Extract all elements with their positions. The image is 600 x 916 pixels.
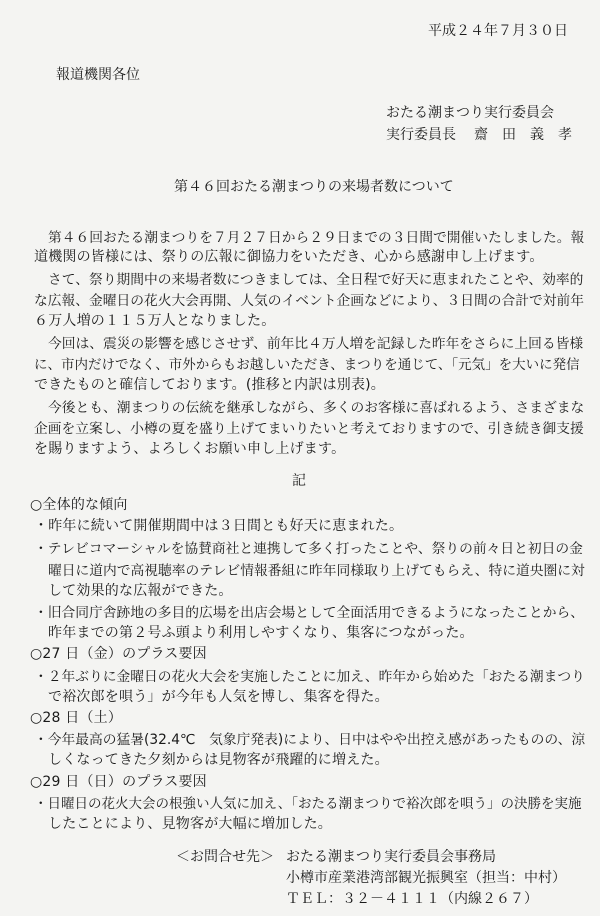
body-line: な広報、金曜日の花火大会再開、人気のイベント企画などにより、３日間の合計で対前年 [34,293,585,309]
body-line: できたものと確信しております。(推移と内訳は別表)。 [34,377,386,393]
list-item: ・今年最高の猛暑(32.4℃ 気象庁発表)により、日中はやや出控え感があったものの、涼 [34,732,586,748]
sender-name: 齋 田 義 孝 [474,127,572,143]
body-line: 今後とも、潮まつりの伝統を継承しながら、多くのお客様に喜ばれるよう、さまざまな [48,400,585,416]
contact-tel: ＴＥＬ：３２－４１１１（内線２６７） [286,891,538,907]
recipient: 報道機関各位 [56,67,140,83]
list-item: ・２年ぶりに金曜日の花火大会を実施したことに加え、昨年から始めた「おたる潮まつり [34,669,585,685]
section-heading: ○全体的な傾向 [30,497,128,513]
list-item: で裕次郎を唄う」が今年も人気を博し、集客を得た。 [48,689,389,705]
section-heading: ○27 日（金）のプラス要因 [30,646,207,662]
list-item: して効果的な広報ができた。 [48,583,233,599]
list-item: 曜日に道内で高視聴率のテレビ情報番組に昨年同様取り上げてもらえ、特に道央圏に対 [48,563,585,579]
body-line: 第４６回おたる潮まつりを７月２７日から２９日までの３日間で開催いたしました。報 [48,230,585,246]
body-line: 道機関の皆様には、祭りの広報に御協力をいただき、心から感謝申し上げます。 [34,249,544,265]
body-line: 企画を立案し、小樽の夏を盛り上げてまいりたいと考えておりますので、引き続き御支援 [34,421,584,437]
contact-label: ＜お問合せ先＞ [176,849,274,865]
section-heading: ○28 日（土） [30,710,123,726]
sender-org: おたる潮まつり実行委員会 [386,105,554,121]
list-item: ・日曜日の花火大会の根強い人気に加え、「おたる潮まつりで裕次郎を唄う」の決勝を実施 [34,796,582,812]
list-item: ・昨年に続いて開催期間中は３日間とも好天に恵まれた。 [34,518,404,534]
list-item: ・旧合同庁舎跡地の多目的広場を出店会場として全面活用できるようになったことから、 [34,605,585,621]
contact-dept: 小樽市産業港湾部観光振興室（担当：中村） [286,870,566,886]
body-line: ６万人増の１１５万人となりました。 [34,313,276,329]
list-item: したことにより、見物客が大幅に増加した。 [48,816,332,832]
list-item: 昨年までの第２号ふ頭より利用しやすくなり、集客につながった。 [48,625,474,641]
section-heading: ○29 日（日）のプラス要因 [30,774,207,790]
list-item: しくなってきた夕刻からは見物客が飛躍的に増えた。 [48,752,389,768]
sender-title: 実行委員長 [386,127,456,143]
list-item: ・テレビコマーシャルを協賛商社と連携して多く打ったことや、祭りの前々日と初日の金 [34,541,583,557]
body-line: さて、祭り期間中の来場者数につきましては、全日程で好天に恵まれたことや、効率的 [48,272,584,288]
ki-heading: 記 [292,473,306,489]
body-line: を賜りますよう、よろしくお願い申し上げます。 [34,441,346,457]
date: 平成２４年７月３０日 [428,23,568,39]
body-line: 今回は、震災の影響を感じさせず、前年比４万人増を記録した昨年をさらに上回る皆様 [48,336,584,352]
contact-org: おたる潮まつり実行委員会事務局 [286,849,496,865]
body-line: に、市内だけでなく、市外からもお越しいただき、まつりを通じて、「元気」を大いに発信 [34,357,580,373]
subject: 第４６回おたる潮まつりの来場者数について [174,179,454,195]
